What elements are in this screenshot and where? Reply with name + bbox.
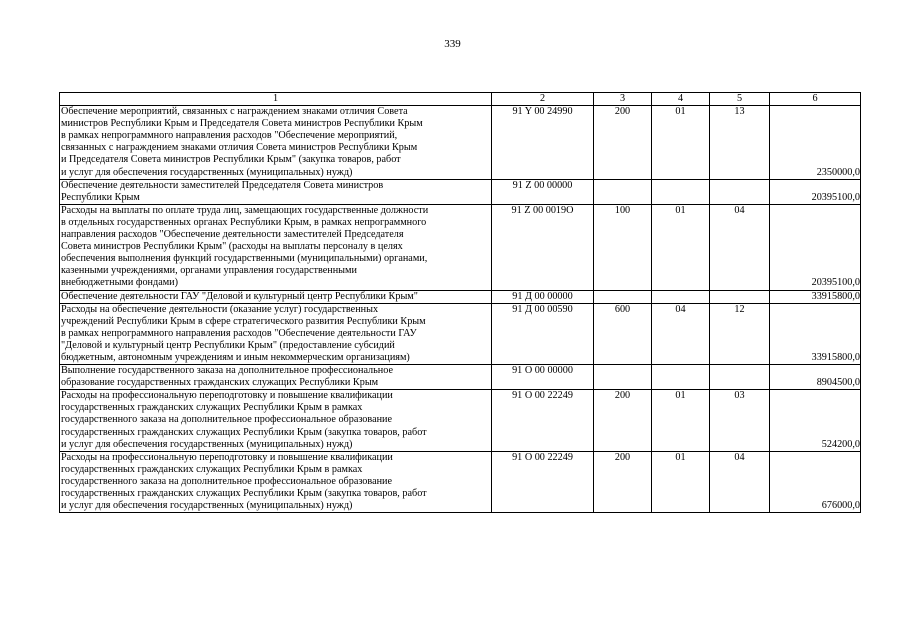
row-subsection <box>710 179 770 204</box>
row-expense-type <box>594 365 652 390</box>
table-row <box>60 106 861 180</box>
row-subsection: 04 <box>710 451 770 512</box>
table-row <box>60 451 861 512</box>
row-subsection <box>710 365 770 390</box>
row-amount: 33915800,0 <box>770 303 861 364</box>
page-number: 339 <box>444 38 461 50</box>
row-amount: 2350000,0 <box>770 106 861 180</box>
row-description: Обеспечение мероприятий, связанных с награждением знаками отличия Совета министров Республики Крым и Председателя Совета министров Республики Крым в рамках непрограммного направления расходов "Обеспечение мероприятий, связанных с награждением знаками отличия Совета министров Республики Крым и Председателя Совета министров Республики Крым" (закупка товаров, работ и услуг для обеспечения государственных (муниципальных) нужд) <box>60 106 492 180</box>
row-description: Расходы на профессиональную переподготовку и повышение квалификации государственных гражданских служащих Республики Крым в рамках государственного заказа на дополнительное профессиональное образование государственных гражданских служащих Республики Крым (закупка товаров, работ и услуг для обеспечения государственных (муниципальных) нужд) <box>60 390 492 451</box>
header-cell-4: 4 <box>652 93 710 106</box>
row-expense-type: 600 <box>594 303 652 364</box>
header-cell-2: 2 <box>492 93 594 106</box>
row-section: 01 <box>652 390 710 451</box>
header-cell-5: 5 <box>710 93 770 106</box>
row-code: 91 О 00 22249 <box>492 390 594 451</box>
row-code: 91 Z 00 0019О <box>492 204 594 290</box>
row-section: 04 <box>652 303 710 364</box>
table-row <box>60 303 861 364</box>
row-amount: 524200,0 <box>770 390 861 451</box>
row-subsection: 04 <box>710 204 770 290</box>
row-subsection: 03 <box>710 390 770 451</box>
row-subsection <box>710 290 770 303</box>
row-expense-type: 100 <box>594 204 652 290</box>
row-description: Выполнение государственного заказа на дополнительное профессиональное образование государственных гражданских служащих Республики Крым <box>60 365 492 390</box>
header-cell-6: 6 <box>770 93 861 106</box>
row-expense-type: 200 <box>594 390 652 451</box>
table-row <box>60 290 861 303</box>
row-description: Расходы на профессиональную переподготовку и повышение квалификации государственных гражданских служащих Республики Крым в рамках государственного заказа на дополнительное профессиональное образование государственных гражданских служащих Республики Крым (закупка товаров, работ и услуг для обеспечения государственных (муниципальных) нужд) <box>60 451 492 512</box>
row-description: Обеспечение деятельности ГАУ "Деловой и культурный центр Республики Крым" <box>60 290 492 303</box>
row-description: Расходы на выплаты по оплате труда лиц, замещающих государственные должности в отдельных государственных органах Республики Крым, в рамках непрограммного направления расходов "Обеспечение деятельности заместителей Председателя Совета министров Республики Крым" (расходы на выплаты персоналу в целях обеспечения выполнения функций государственными (муниципальными) органами, казенными учреждениями, органами управления государственными внебюджетными фондами) <box>60 204 492 290</box>
row-code: 91 Z 00 00000 <box>492 179 594 204</box>
row-expense-type <box>594 290 652 303</box>
row-code: 91 О 00 22249 <box>492 451 594 512</box>
row-subsection: 13 <box>710 106 770 180</box>
table-header-row <box>60 93 861 106</box>
row-amount: 20395100,0 <box>770 204 861 290</box>
row-section <box>652 365 710 390</box>
row-description: Обеспечение деятельности заместителей Председателя Совета министров Республики Крым <box>60 179 492 204</box>
row-amount: 676000,0 <box>770 451 861 512</box>
row-code: 91 О 00 00000 <box>492 365 594 390</box>
row-section: 01 <box>652 451 710 512</box>
table-row <box>60 179 861 204</box>
row-subsection: 12 <box>710 303 770 364</box>
row-code: 91 Д 00 00000 <box>492 290 594 303</box>
row-code: 91 Д 00 00590 <box>492 303 594 364</box>
row-amount: 8904500,0 <box>770 365 861 390</box>
table-row <box>60 390 861 451</box>
header-cell-3: 3 <box>594 93 652 106</box>
row-expense-type: 200 <box>594 106 652 180</box>
budget-table <box>59 92 861 513</box>
row-code: 91 Y 00 24990 <box>492 106 594 180</box>
row-section <box>652 179 710 204</box>
row-description: Расходы на обеспечение деятельности (оказание услуг) государственных учреждений Республики Крым в сфере стратегического развития Республики Крым в рамках непрограммного направления расходов "Обеспечение деятельности ГАУ "Деловой и культурный центр Республики Крым" (предоставление субсидий бюджетным, автономным учреждениям и иным некоммерческим организациям) <box>60 303 492 364</box>
table-row <box>60 365 861 390</box>
row-amount: 20395100,0 <box>770 179 861 204</box>
table-row <box>60 204 861 290</box>
row-expense-type <box>594 179 652 204</box>
row-section: 01 <box>652 204 710 290</box>
row-expense-type: 200 <box>594 451 652 512</box>
row-amount: 33915800,0 <box>770 290 861 303</box>
row-section: 01 <box>652 106 710 180</box>
table-body <box>60 93 861 513</box>
row-section <box>652 290 710 303</box>
header-cell-1: 1 <box>60 93 492 106</box>
